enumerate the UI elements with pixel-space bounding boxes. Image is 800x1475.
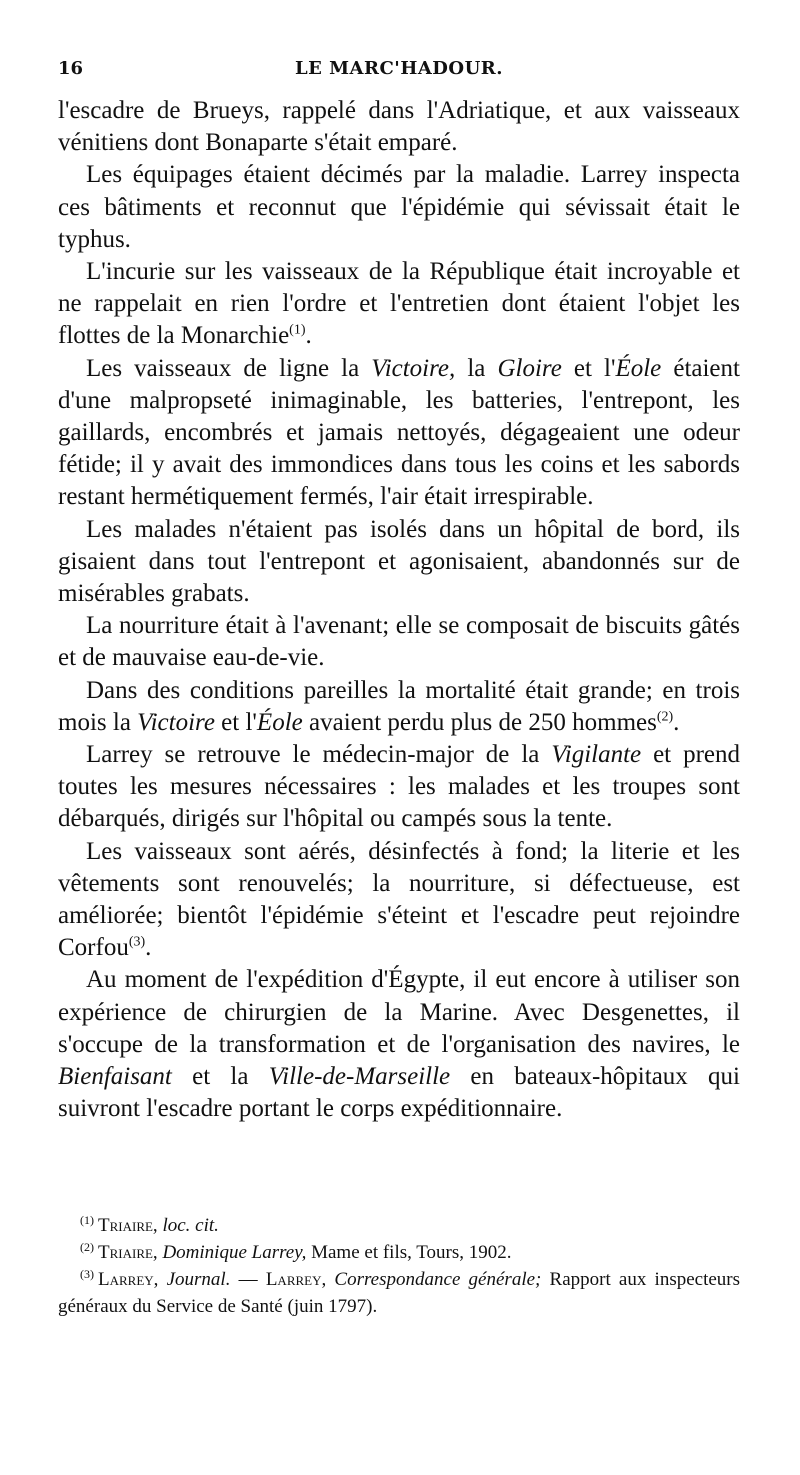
- paragraph-10: [58, 964, 740, 1125]
- paragraph-3-end: .: [305, 322, 312, 350]
- ship-name-vigilante: Vigilante: [551, 741, 642, 769]
- footnote-3: [58, 1266, 740, 1320]
- footnote-author: Triaire,: [98, 1215, 158, 1236]
- paragraph-8-text-a: Larrey se retrouve le médecin-major de la: [86, 741, 552, 769]
- page-header: [58, 58, 740, 84]
- footnote-2: [58, 1239, 740, 1266]
- paragraph-10-text-b: et la: [171, 1063, 269, 1091]
- paragraph-5: Les malades n'étaient pas isolés dans un hôpital de bord, ils gisaient dans tout l'entrepont et agonisaient, abandonnés sur de misérables grabats.: [58, 515, 740, 608]
- footnote-title: Journal.: [158, 1269, 231, 1290]
- footnote-title: Dominique Larrey,: [157, 1242, 307, 1263]
- footnote-mark: (2): [80, 1239, 94, 1254]
- paragraph-9-end: .: [145, 934, 152, 962]
- footnote-title: loc. cit.: [157, 1215, 219, 1236]
- footnote-author-2: Larrey,: [265, 1269, 327, 1290]
- paragraph-2: Les équipages étaient décimés par la maladie. Larrey inspecta ces bâtiments et reconnut que l'épidémie qui sévissait était le typhus.: [58, 161, 740, 253]
- footnote-author: Triaire,: [98, 1242, 158, 1263]
- footnote-rest: Rapport aux inspecteurs généraux du Service de Santé (juin 1797).: [58, 1269, 741, 1317]
- ship-name-victoire: Victoire,: [371, 354, 456, 382]
- page-number: 16: [58, 58, 84, 79]
- footnote-ref-3: (3): [128, 934, 146, 950]
- body-text: [58, 95, 740, 1126]
- paragraph-1: l'escadre de Brueys, rappelé dans l'Adriatique, et aux vaisseaux vénitiens dont Bonaparte s'était emparé.: [58, 97, 740, 157]
- paragraph-4-text-d: étaient d'une malpropseté inimaginable, les batteries, l'entrepont, les gaillards, encombrés et jamais nettoyés, dégageaient une odeur fétide; il y avait des immondices dans tous les coins et les sabords restant hermétiquement fermés, l'air était irrespirable.: [58, 354, 740, 511]
- ship-name-victoire-2: Victoire: [137, 708, 215, 736]
- footnote-separator: —: [230, 1269, 266, 1290]
- paragraph-4: [58, 353, 740, 514]
- paragraph-10-text-c: en bateaux-hôpitaux qui suivront l'escadre portant le corps expéditionnaire.: [58, 1063, 740, 1123]
- ship-name-bienfaisant: Bienfaisant: [58, 1063, 172, 1091]
- paragraph-9-text: Les vaisseaux sont aérés, désinfectés à fond; la literie et les vêtements sont renouvelés; la nourriture, si défectueuse, est améliorée; bientôt l'épidémie s'éteint et l'escadre peut rejoindre Corfou: [58, 837, 740, 962]
- paragraph-8-text-b: et prend toutes les mesures nécessaires : les malades et les troupes sont débarqués, dirigés sur l'hôpital ou campés sous la tente.: [58, 741, 740, 833]
- paragraph-4-text-c: et l': [561, 354, 616, 382]
- footnote-mark: (3): [80, 1266, 94, 1281]
- paragraph-3: [58, 256, 740, 353]
- paragraph-7-text-b: et l': [214, 708, 257, 736]
- paragraph-8: [58, 739, 740, 836]
- footnotes: [58, 1212, 740, 1320]
- paragraph-9: [58, 836, 740, 965]
- paragraph-3-text: L'incurie sur les vaisseaux de la République était incroyable et ne rappelait en rien l'ordre et l'entretien dont étaient l'objet les flottes de la Monarchie: [58, 258, 740, 350]
- paragraph-7-text-a: Dans des conditions pareilles la mortalité était grande; en trois mois la: [58, 676, 740, 736]
- ship-name-eole-2: Éole: [256, 708, 303, 736]
- paragraph-6: La nourriture était à l'avenant; elle se composait de biscuits gâtés et de mauvaise eau-de-vie.: [58, 612, 740, 672]
- paragraph-4-text-b: la: [455, 354, 498, 382]
- running-title: LE MARC'HADOUR.: [294, 58, 503, 79]
- footnote-rest: Mame et fils, Tours, 1902.: [306, 1242, 512, 1263]
- paragraph-7-end: .: [673, 708, 680, 736]
- footnote-author: Larrey,: [98, 1269, 159, 1290]
- paragraph-7-text-c: avaient perdu plus de 250 hommes: [302, 708, 657, 736]
- paragraph-4-text-a: Les vaisseaux de ligne la: [86, 354, 372, 382]
- footnote-title-2: Correspondance générale;: [326, 1269, 542, 1290]
- footnote-ref-1: (1): [289, 323, 306, 339]
- ship-name-ville-de-marseille: Ville-de-Marseille: [268, 1063, 451, 1091]
- ship-name-eole: Éole: [615, 354, 662, 382]
- ship-name-gloire: Gloire: [497, 354, 562, 382]
- paragraph-10-text-a: Au moment de l'expédition d'Égypte, il eut encore à utiliser son expérience de chirurgien de la Marine. Avec Desgenettes, il s'occupe de la transformation et de l'organisation des navires, le: [58, 966, 740, 1058]
- footnote-mark: (1): [80, 1212, 94, 1227]
- footnote-ref-2: (2): [656, 709, 674, 725]
- paragraph-7: [58, 675, 740, 739]
- footnote-1: [58, 1212, 740, 1239]
